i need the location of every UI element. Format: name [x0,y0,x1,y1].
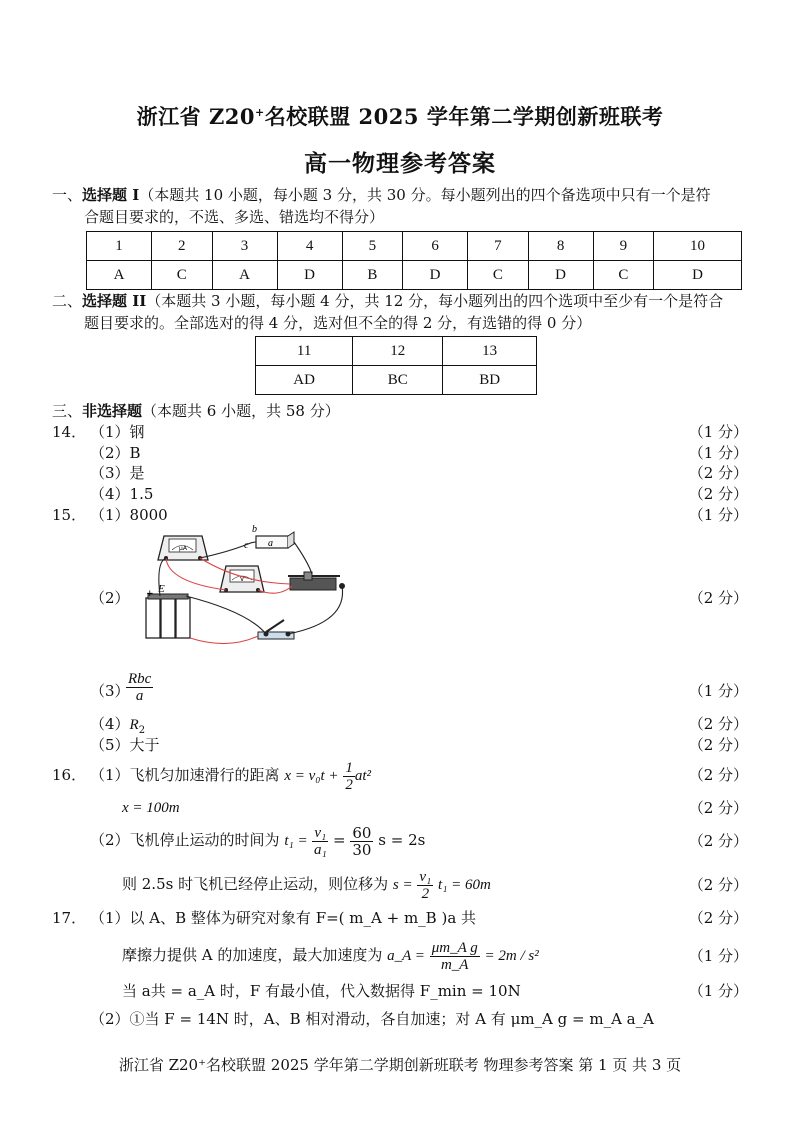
q16-line-3: （2）飞机停止运动的时间为 t₁ = $\frac{\text{v₁}}{\text{a₁}}$ = $\frac{60}{30}$ s = 2s [90,823,426,859]
table-answer-cell: D [654,261,742,290]
table-header-cell: 12 [353,337,443,366]
microammeter-icon [158,536,208,560]
voltmeter-icon [220,566,264,592]
page-title: 浙江省 Z20+名校联盟 2025 学年第二学期创新班联考 [136,104,664,129]
table-answer-cell: AD [256,366,353,395]
rheostat-icon [288,572,345,590]
q15-item-3-fraction: $\frac{\text{Rbc}}{a}$ [128,671,152,704]
table-header-cell: 13 [443,337,537,366]
table-answer-cell: C [152,261,212,290]
svg-text:V: V [240,576,245,583]
table-header-cell: 10 [654,232,742,261]
page-subtitle: 高一物理参考答案 [304,150,496,177]
table-header-cell: 5 [342,232,402,261]
svg-text:E: E [158,583,165,595]
q15-item-3-label: （3） [90,682,130,700]
q15-number: 15． [52,506,87,524]
table-header-cell: 3 [212,232,277,261]
q15-item-1: （1）8000 [90,506,168,524]
table-header-cell: 7 [468,232,528,261]
table-answer-cell: A [87,261,152,290]
table-header-cell: 6 [403,232,468,261]
q15-item-4: $(4)R_2$ [90,715,146,736]
svg-text:c: c [244,540,249,551]
battery-icon [146,583,190,638]
q14-item-4: （4）1.5 [90,485,154,503]
q16-score-4: （2 分） [688,876,748,894]
q14-score-3: （2 分） [688,464,748,482]
table-header-cell: 2 [152,232,212,261]
table-answer-cell: B [342,261,402,290]
q14-score-1: （1 分） [688,423,748,441]
svg-text:μA: μA [179,545,187,552]
q16-score-2: （2 分） [688,799,748,817]
q14-number: 14． [52,423,87,441]
q15-score-2: （2 分） [688,589,748,607]
q16-line-2: x = 100m [122,800,180,816]
table-answer-cell: BC [353,366,443,395]
q17-score-2: （1 分） [688,947,748,965]
section2-instructions: 二、选择题 II（本题共 3 小题，每小题 4 分，共 12 分，每小题列出的四个选项中至少有一个是符合 题目要求的。全部选对的得 4 分，选对但不全的得 2 分，有选错的得 0 分） [52,292,724,332]
table-answer-cell: A [212,261,277,290]
section1-instructions: 一、选择题 I（本题共 10 小题，每小题 3 分，共 30 分。每小题列出的四个备选项中只有一个是符 合题目要求的，不选、多选、错选均不得分） [52,186,711,226]
q17-number: 17． [52,909,87,927]
page-footer: 浙江省 Z20⁺名校联盟 2025 学年第二学期创新班联考 物理参考答案 第 1 页 共 3 页 [118,1056,682,1074]
q15-item-5: （5）大于 [90,736,160,754]
section1-answer-table [86,231,742,290]
q16-score-3: （2 分） [688,832,748,850]
q15-score-4: （2 分） [688,715,748,733]
table-answer-cell: D [528,261,593,290]
q16-line-1: （1）飞机匀加速滑行的距离 x = v₀t + $\frac{1}{2}$ at² [90,759,371,793]
q17-line-4: （2）①当 F = 14N 时，A、B 相对滑动，各自加速；对 A 有 μm_A g = m_A a_A [90,1010,654,1028]
svg-text:+: + [146,589,154,599]
q14-item-3: （3）是 [90,464,145,482]
q14-score-2: （1 分） [688,444,748,462]
q17-line-3: 当 a共 = a_A 时，F 有最小值，代入数据得 F_min = 10N [122,982,521,1000]
table-answer-cell: D [277,261,342,290]
svg-text:a: a [268,538,273,549]
svg-text:b: b [252,524,257,535]
table-header-cell: 8 [528,232,593,261]
section2-answer-table [255,336,537,395]
q14-item-1: （1）钢 [90,423,145,441]
table-answer-cell: C [468,261,528,290]
q16-number: 16． [52,766,87,784]
q17-score-3: （1 分） [688,982,748,1000]
circuit-diagram [128,522,356,654]
q14-score-4: （2 分） [688,485,748,503]
table-answer-cell: C [593,261,653,290]
table-header-cell: 11 [256,337,353,366]
q15-score-3: （1 分） [688,682,748,700]
q15-score-5: （2 分） [688,736,748,754]
section3-heading: 三、非选择题（本题共 6 小题，共 58 分） [52,402,340,420]
table-answer-cell: BD [443,366,537,395]
q17-line-2: 摩擦力提供 A 的加速度，最大加速度为 a_A = $\frac{\text{μm\_A g}}{m\_A}$ = 2m / s² [122,939,539,973]
q16-line-4: 则 2.5s 时飞机已经停止运动，则位移为 s = $\frac{\text{v₁}}{2}$ t₁ = 60m [122,868,491,902]
switch-icon [258,620,294,639]
table-answer-cell: D [403,261,468,290]
table-header-cell: 1 [87,232,152,261]
q15-score-1: （1 分） [688,506,748,524]
q14-item-2: （2）B [90,444,141,462]
q15-item-2: （2） [90,589,130,607]
q17-score-1: （2 分） [688,909,748,927]
q17-line-1: （1）以 A、B 整体为研究对象有 F=( m_A + m_B )a 共 [90,909,477,927]
table-header-cell: 9 [593,232,653,261]
resistor-box-icon [244,524,294,551]
table-header-cell: 4 [277,232,342,261]
q16-score-1: （2 分） [688,766,748,784]
